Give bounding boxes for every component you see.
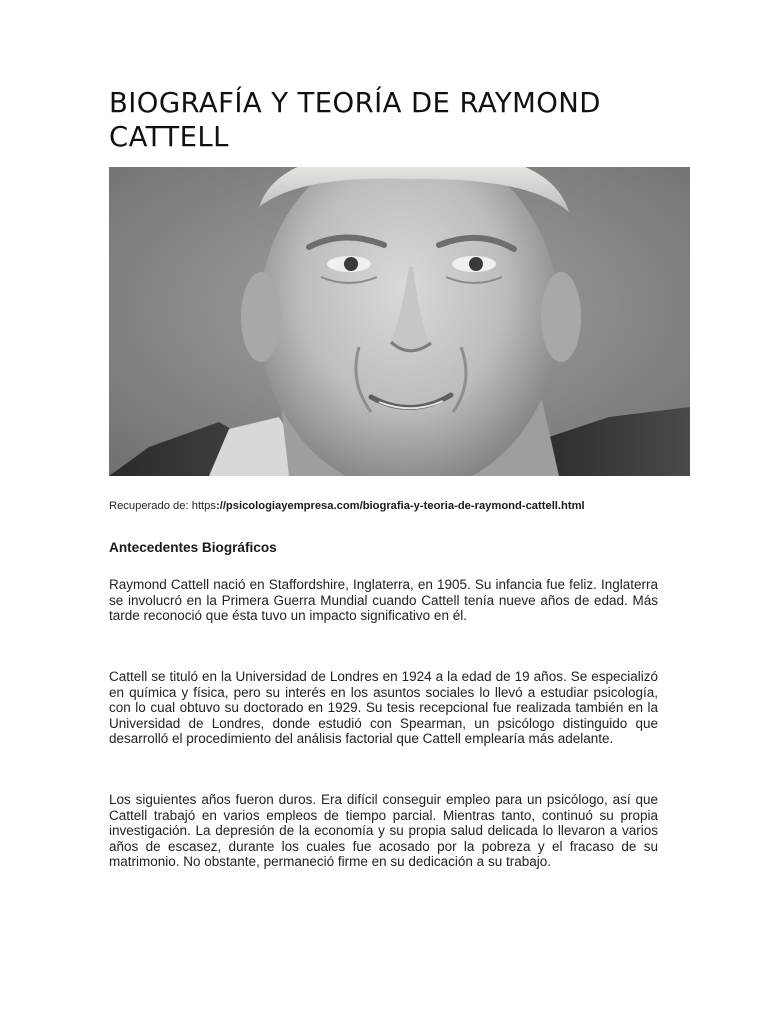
document-title: BIOGRAFÍA Y TEORÍA DE RAYMOND CATTELL [109,87,601,153]
portrait-photo [109,167,690,476]
paragraph-3: Los siguientes años fueron duros. Era difícil conseguir empleo para un psicólogo, así que Cattell trabajó en varios empleos de tiempo parcial. Mientras tanto, continuó su propia investigación. La depresión de la economía y su propia salud delicada lo llevaron a varios años de escasez, durante los cuales fue acosado por la pobreza y el fracaso de su matrimonio. No obstante, permaneció firme en su dedicación a su trabajo. [109,792,658,870]
paragraph-2: Cattell se tituló en la Universidad de Londres en 1924 a la edad de 19 años. Se especializó en química y física, pero su interés en los asuntos sociales lo llevó a estudiar psicología, con lo cual obtuvo su doctorado en 1929. Su tesis recepcional fue realizada también en la Universidad de Londres, donde estudió con Spearman, un psicólogo distinguido que desarrolló el procedimiento del análisis factorial que Cattell emplearía más adelante. [109,669,658,747]
source-prefix: Recuperado de: https [109,500,216,512]
source-url-link[interactable]: ://psicologiayempresa.com/biografia-y-teoria-de-raymond-cattell.html [215,500,585,512]
section-heading: Antecedentes Biográficos [109,540,277,555]
source-citation [109,499,669,513]
paragraph-1: Raymond Cattell nació en Staffordshire, Inglaterra, en 1905. Su infancia fue feliz. Inglaterra se involucró en la Primera Guerra Mundial cuando Cattell tenía nueve años de edad. Más tarde reconoció que ésta tuvo un impacto significativo en él. [109,577,658,624]
portrait-photo-icon [109,167,690,476]
